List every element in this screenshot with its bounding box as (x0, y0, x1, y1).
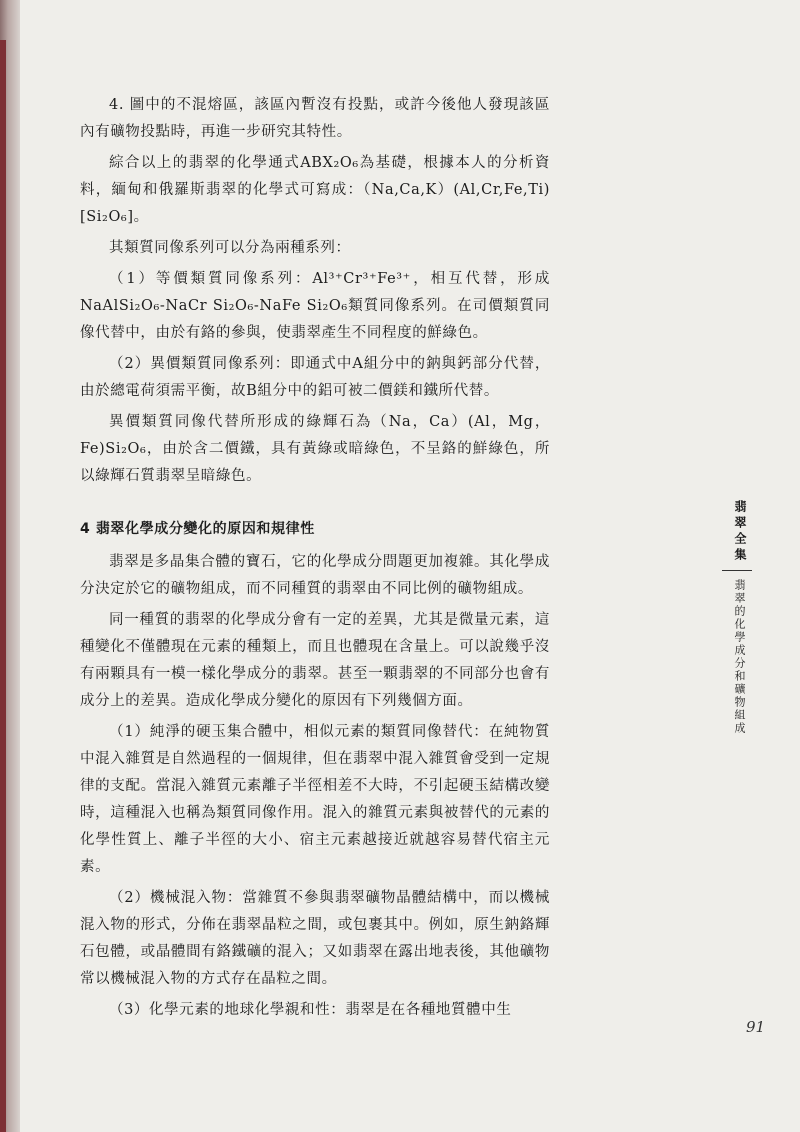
section-heading: 4 翡翠化學成分變化的原因和規律性 (80, 521, 315, 537)
body-paragraph: 4. 圖中的不混熔區，該區內暫沒有投點，或許今後他人發現該區內有礦物投點時，再進一步研究其特性。 (80, 97, 550, 140)
body-paragraph: （2）異價類質同像系列：即通式中A組分中的鈉與鈣部分代替，由於總電荷須需平衡，故B組分中的鋁可被二價鎂和鐵所代替。 (80, 356, 550, 399)
body-paragraph: （1）純淨的硬玉集合體中，相似元素的類質同像替代：在純物質中混入雜質是自然過程的一個規律，但在翡翠中混入雜質會受到一定規律的支配。當混入雜質元素離子半徑相差不大時，不引起硬玉結構改變時，這種混入也稱為類質同像作用。混入的雜質元素與被替代的元素的化學性質上、離子半徑的大小、宿主元素越接近就越容易替代宿主元素。 (80, 724, 550, 875)
running-sidebar (722, 500, 752, 739)
body-paragraph: 翡翠是多晶集合體的寶石，它的化學成分問題更加複雜。其化學成分決定於它的礦物組成，而不同種質的翡翠由不同比例的礦物組成。 (80, 554, 550, 597)
page-body (80, 92, 550, 1028)
page-number: 91 (746, 1018, 766, 1036)
body-paragraph: （2）機械混入物：當雜質不參與翡翠礦物晶體結構中，而以機械混入物的形式，分佈在翡翠晶粒之間，或包裹其中。例如，原生鈉鉻輝石包體，或晶體間有鉻鐵礦的混入；又如翡翠在露出地表後，其他礦物常以機械混入物的方式存在晶粒之間。 (80, 890, 550, 987)
body-paragraph: （3）化學元素的地球化學親和性：翡翠是在各種地質體中生 (109, 1002, 512, 1018)
sidebar-book-title: 翡翠全集 (733, 500, 747, 564)
body-paragraph: 其類質同像系列可以分為兩種系列： (109, 240, 351, 256)
book-cover-edge (0, 40, 6, 1132)
body-paragraph: 同一種質的翡翠的化學成分會有一定的差異，尤其是微量元素，這種變化不僅體現在元素的種類上，而且也體現在含量上。可以說幾乎沒有兩顆具有一模一樣化學成分的翡翠。甚至一顆翡翠的不同部分也會有成分上的差異。造成化學成分變化的原因有下列幾個方面。 (80, 612, 550, 709)
body-paragraph: 異價類質同像代替所形成的綠輝石為（Na，Ca）(Al，Mg，Fe)Si₂O₆，由於含二價鐵，具有黃綠或暗綠色，不呈鉻的鮮綠色，所以綠輝石質翡翠呈暗綠色。 (80, 414, 550, 484)
sidebar-chapter-title: 翡翠的化學成分和礦物組成 (733, 579, 746, 735)
body-paragraph: 綜合以上的翡翠的化學通式ABX₂O₆為基礎，根據本人的分析資料，緬甸和俄羅斯翡翠的化學式可寫成：（Na,Ca,K）(Al,Cr,Fe,Ti)[Si₂O₆]。 (80, 155, 550, 225)
body-paragraph: （1）等價類質同像系列：Al³⁺Cr³⁺Fe³⁺，相互代替，形成NaAlSi₂O₆-NaCr Si₂O₆-NaFe Si₂O₆類質同像系列。在司價類質同像代替中，由於有鉻的參與，使翡翠產生不同程度的鮮綠色。 (80, 271, 550, 341)
sidebar-divider (722, 570, 752, 571)
